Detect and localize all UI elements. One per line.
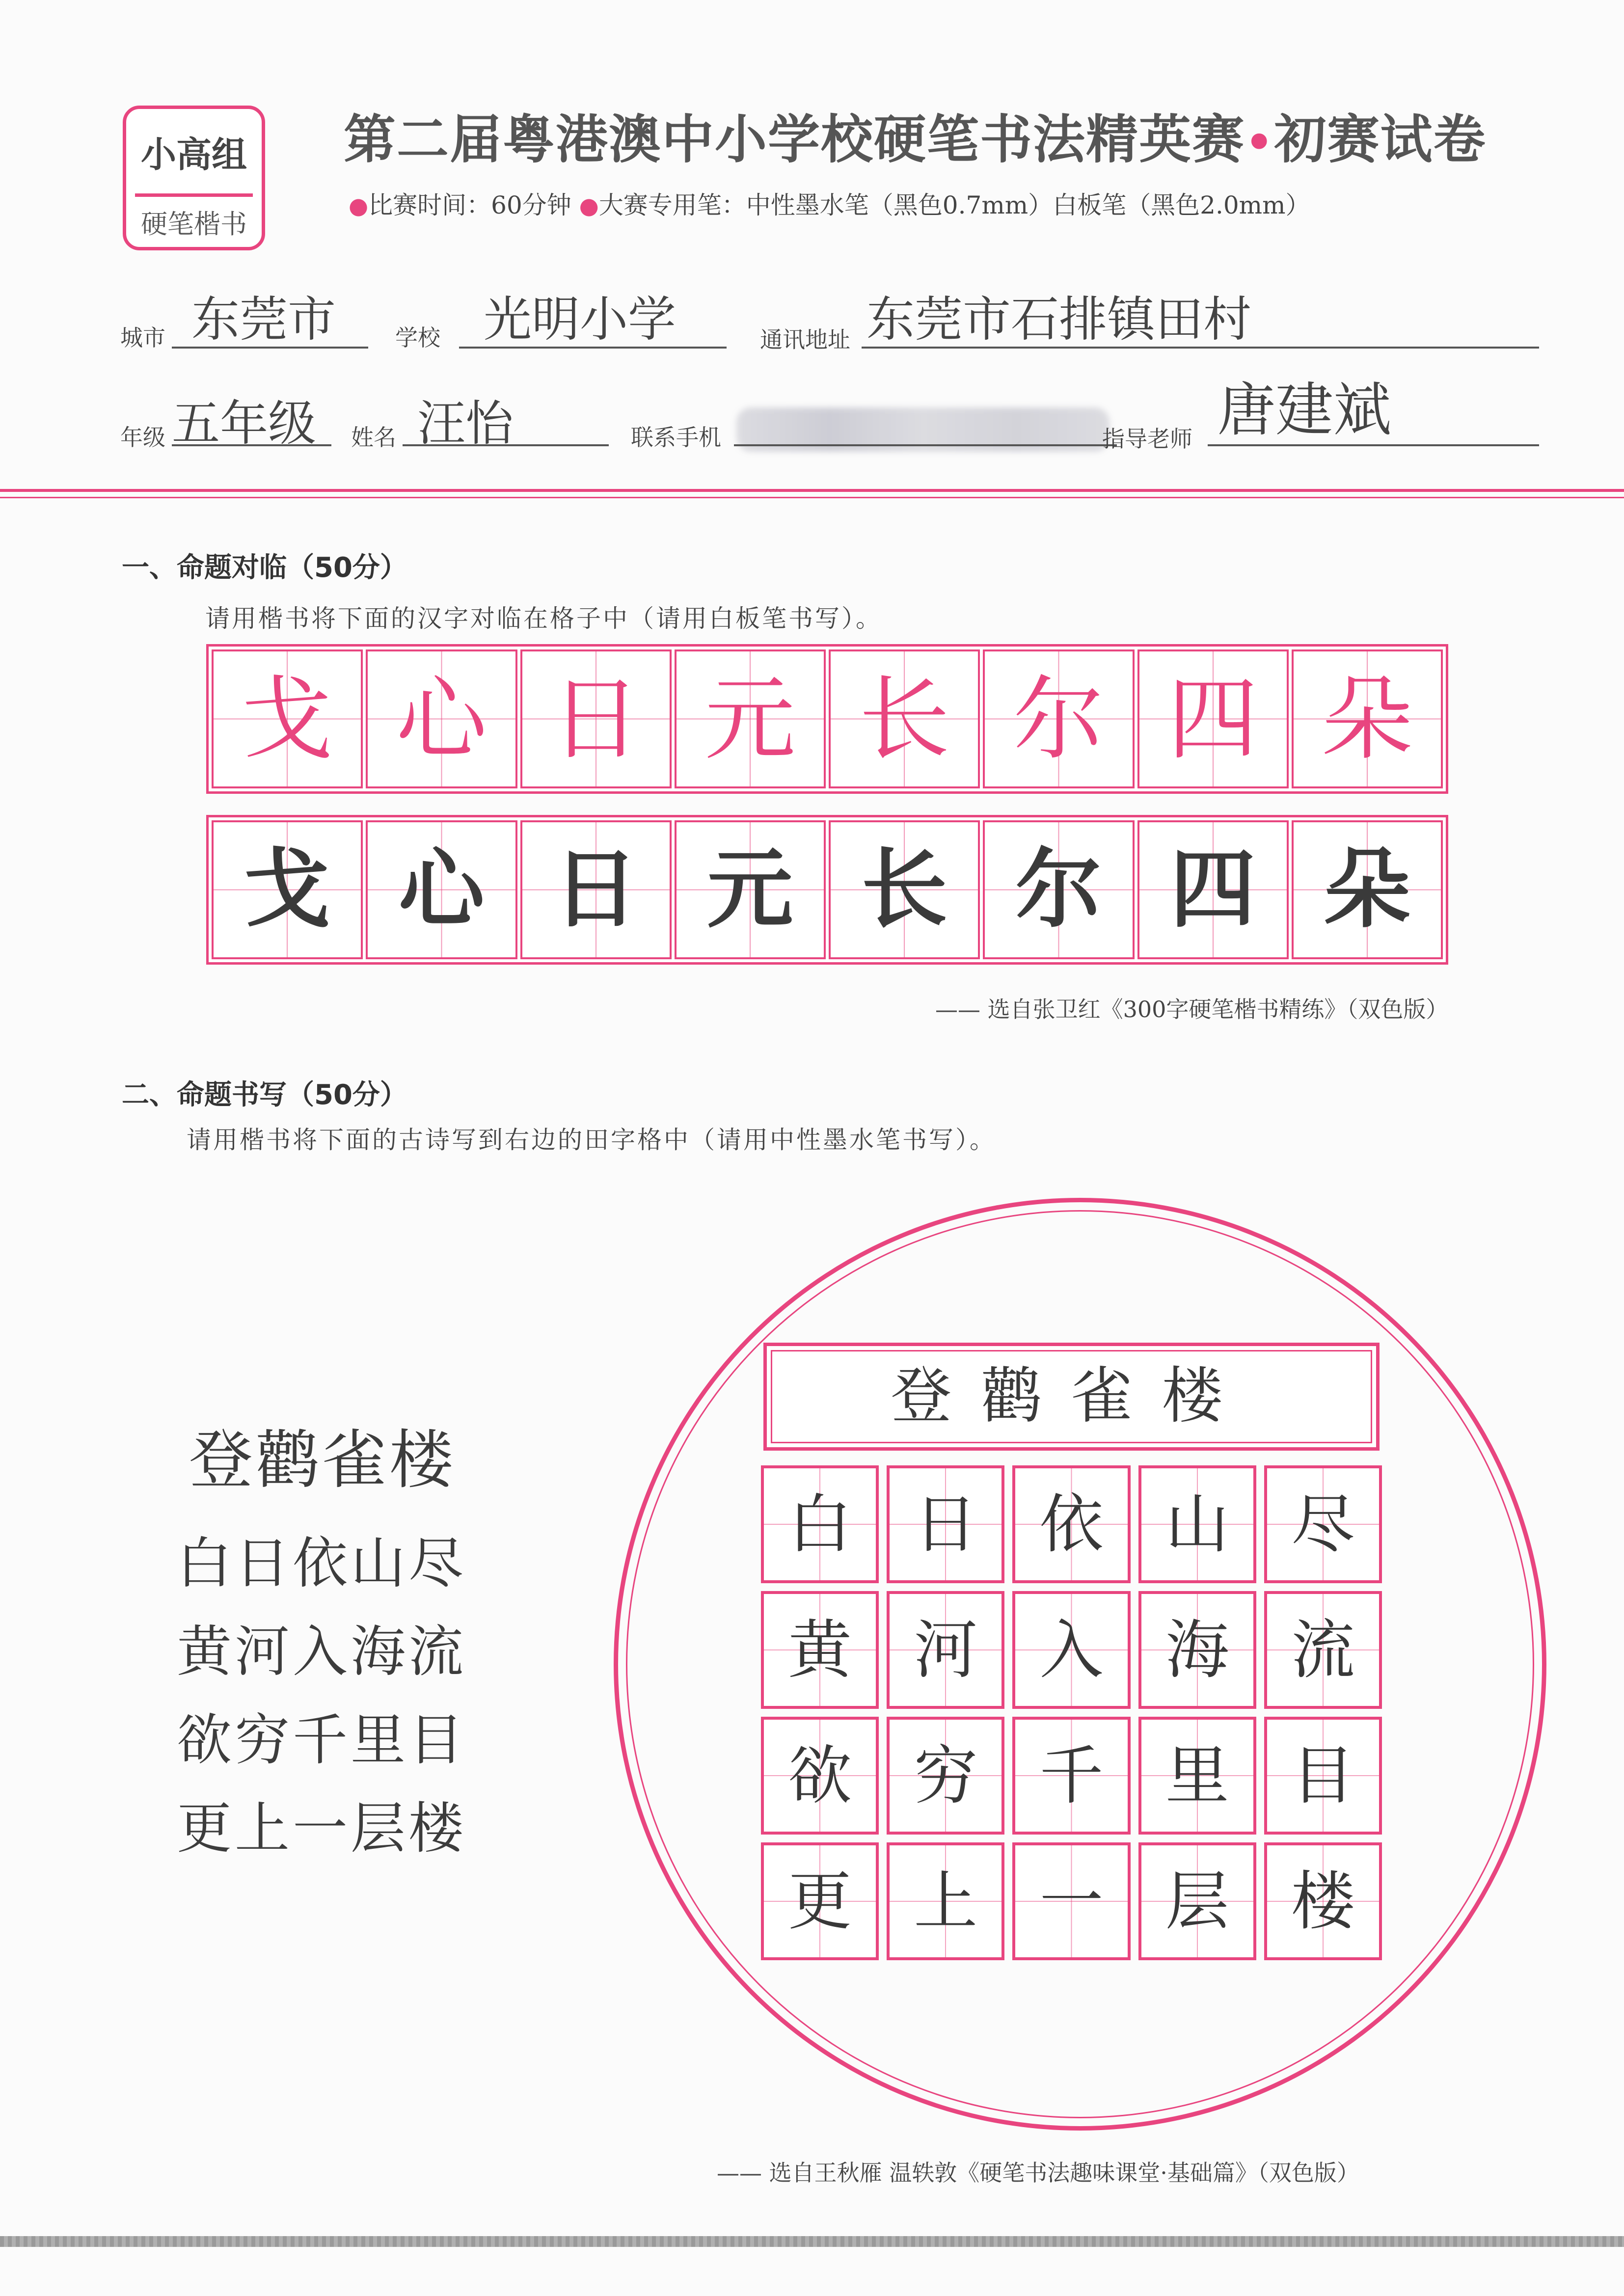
written-char: 千 [1039, 1738, 1104, 1813]
written-char: 一 [1039, 1864, 1104, 1939]
grid-cell[interactable] [761, 1717, 879, 1835]
teacher-label: 指导老师 [1102, 426, 1192, 452]
teacher-value[interactable]: 唐建斌 [1218, 376, 1392, 444]
page-title [344, 108, 1551, 172]
city-label: 城市 [120, 324, 165, 351]
section2-source: —— 选自王秋雁 温轶敦《硬笔书法趣味课堂·基础篇》（双色版） [717, 2160, 1359, 2186]
written-char: 更 [788, 1864, 852, 1939]
grid-cell[interactable] [887, 1591, 1004, 1709]
copy-char: 元 [707, 839, 793, 940]
model-char: 戈 [242, 666, 333, 772]
poem-line: 欲穷千里目 [177, 1708, 466, 1772]
written-char: 流 [1291, 1613, 1355, 1687]
page-bottom-bar [0, 2236, 1624, 2247]
group-badge [123, 106, 265, 250]
poem-line: 黄河入海流 [177, 1620, 466, 1684]
grid-cell[interactable] [761, 1591, 879, 1709]
model-cell [212, 649, 363, 788]
written-char: 黄 [788, 1613, 852, 1687]
grid-cell[interactable] [1264, 1842, 1382, 1960]
grade-label: 年级 [120, 424, 165, 451]
exam-time: 比赛时间：60分钟 [368, 191, 571, 219]
model-char: 长 [859, 666, 950, 772]
model-char: 日 [550, 666, 642, 772]
name-label: 姓名 [351, 424, 396, 451]
copy-cell[interactable] [983, 820, 1134, 959]
header-rule-top [0, 489, 1624, 492]
written-char: 层 [1165, 1864, 1229, 1939]
model-char: 尔 [1013, 666, 1104, 772]
bullet-icon: ● [349, 192, 369, 219]
copy-char: 戈 [244, 839, 330, 940]
address-label: 通讯地址 [760, 326, 850, 353]
model-char-row [206, 644, 1448, 794]
copy-cell[interactable] [675, 820, 826, 959]
model-cell [1137, 649, 1289, 788]
written-poem-grid [761, 1465, 1382, 1960]
title-tail: 初赛试卷 [1274, 109, 1487, 170]
poem-line: 白日依山尽 [177, 1532, 466, 1595]
copy-cell[interactable] [1137, 820, 1289, 959]
copy-cell[interactable] [829, 820, 980, 959]
name-value[interactable]: 汪怡 [417, 396, 514, 452]
copy-char: 尔 [1015, 839, 1102, 940]
written-char: 依 [1039, 1487, 1104, 1562]
written-char: 里 [1165, 1738, 1229, 1813]
school-underline [459, 347, 727, 349]
copy-char: 心 [398, 839, 485, 940]
copy-cell[interactable] [366, 820, 517, 959]
copy-char: 日 [553, 839, 639, 940]
written-char: 海 [1165, 1613, 1229, 1687]
grid-cell[interactable] [1264, 1591, 1382, 1709]
grid-cell[interactable] [1012, 1465, 1130, 1583]
phone-underline [734, 444, 1117, 446]
written-title: 登鹳雀楼 [891, 1361, 1252, 1432]
grid-cell[interactable] [1264, 1465, 1382, 1583]
written-char: 入 [1039, 1613, 1104, 1687]
poem-title: 登鹳雀楼 [189, 1423, 457, 1497]
written-char: 穷 [914, 1738, 978, 1813]
written-char: 河 [914, 1613, 978, 1687]
header-rule-bottom [0, 497, 1624, 498]
grid-cell[interactable] [887, 1717, 1004, 1835]
grid-cell[interactable] [1264, 1717, 1382, 1835]
copy-cell[interactable] [212, 820, 363, 959]
written-char: 白 [788, 1487, 852, 1562]
grid-cell[interactable] [1012, 1842, 1130, 1960]
section1-title: 一、命题对临（50分） [122, 552, 407, 584]
written-char: 山 [1165, 1487, 1229, 1562]
model-char: 朵 [1322, 666, 1413, 772]
model-cell [983, 649, 1134, 788]
section1-desc: 请用楷书将下面的汉字对临在格子中（请用白板笔书写）。 [205, 604, 882, 633]
written-char: 楼 [1291, 1864, 1355, 1939]
model-cell [1292, 649, 1443, 788]
city-underline [172, 347, 368, 349]
section2-desc: 请用楷书将下面的古诗写到右边的田字格中（请用中性墨水笔书写）。 [187, 1126, 996, 1154]
copy-char: 朵 [1324, 839, 1410, 940]
section2-title: 二、命题书写（50分） [122, 1079, 407, 1111]
written-char: 欲 [788, 1738, 852, 1813]
grid-cell[interactable] [1138, 1717, 1256, 1835]
poem-line: 更上一层楼 [177, 1797, 466, 1861]
grid-cell[interactable] [1012, 1591, 1130, 1709]
grid-cell[interactable] [1138, 1591, 1256, 1709]
name-underline [403, 444, 609, 446]
grade-underline [172, 444, 331, 446]
exam-pen: 大赛专用笔：中性墨水笔（黑色0.7mm）白板笔（黑色2.0mm） [598, 191, 1310, 219]
model-cell [366, 649, 517, 788]
copy-char: 四 [1170, 839, 1256, 940]
copy-cell[interactable] [1292, 820, 1443, 959]
model-char: 四 [1167, 666, 1259, 772]
teacher-underline [1208, 444, 1539, 446]
school-value[interactable]: 光明小学 [484, 292, 677, 348]
written-char: 尽 [1291, 1487, 1355, 1562]
model-cell [829, 649, 980, 788]
model-char: 元 [704, 666, 796, 772]
phone-label: 联系手机 [631, 424, 721, 451]
exam-rules [349, 186, 1310, 225]
written-char: 目 [1291, 1738, 1355, 1813]
grid-cell[interactable] [887, 1842, 1004, 1960]
bullet-icon: ● [579, 192, 599, 219]
model-cell [520, 649, 672, 788]
written-char: 上 [914, 1864, 978, 1939]
copy-char-row [206, 815, 1448, 965]
title-dot: • [1245, 117, 1274, 168]
address-value[interactable]: 东莞市石排镇田村 [866, 292, 1252, 348]
address-underline [862, 347, 1539, 349]
badge-divider [135, 193, 253, 197]
grid-cell[interactable] [887, 1465, 1004, 1583]
badge-style-label: 硬笔楷书 [141, 209, 247, 240]
grid-cell[interactable] [1012, 1717, 1130, 1835]
grid-cell[interactable] [1138, 1465, 1256, 1583]
badge-group-label: 小高组 [140, 134, 247, 175]
school-label: 学校 [395, 324, 440, 351]
written-title-box[interactable] [763, 1343, 1380, 1451]
copy-char: 长 [861, 839, 947, 940]
model-cell [675, 649, 826, 788]
copy-cell[interactable] [520, 820, 672, 959]
title-main: 第二届粤港澳中小学校硬笔书法精英赛 [344, 109, 1245, 170]
model-char: 心 [396, 666, 487, 772]
grid-cell[interactable] [761, 1465, 879, 1583]
section1-source: —— 选自张卫红《300字硬笔楷书精练》（双色版） [935, 996, 1449, 1023]
grid-cell[interactable] [761, 1842, 879, 1960]
written-char: 日 [914, 1487, 978, 1562]
grid-cell[interactable] [1138, 1842, 1256, 1960]
grade-value[interactable]: 五年级 [172, 396, 317, 452]
city-value[interactable]: 东莞市 [191, 292, 336, 348]
